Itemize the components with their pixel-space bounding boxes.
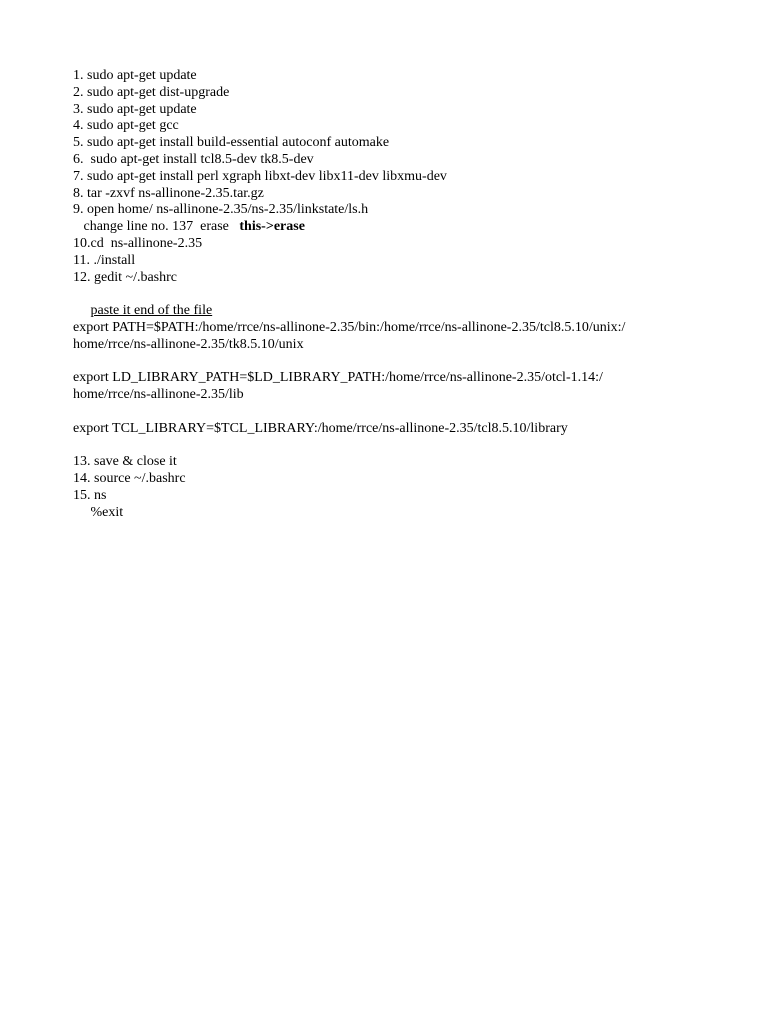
blank-line [73, 438, 713, 455]
export-tcl-line: export TCL_LIBRARY=$TCL_LIBRARY:/home/rrce/ns-allinone-2.35/tcl8.5.10/library [73, 420, 568, 436]
exit-command: %exit [90, 504, 124, 520]
blank-line [73, 354, 713, 371]
step-10: 10.cd ns-allinone-2.35 [73, 235, 203, 251]
export-path-line-2: home/rrce/ns-allinone-2.35/tk8.5.10/unix [73, 336, 304, 352]
export-ld-line-2: home/rrce/ns-allinone-2.35/lib [73, 387, 244, 403]
step-9: 9. open home/ ns-allinone-2.35/ns-2.35/linkstate/ls.h [73, 202, 369, 218]
paste-note-line [73, 303, 713, 320]
step-2: 2. sudo apt-get dist-upgrade [73, 84, 230, 100]
step-15: 15. ns [73, 487, 107, 503]
change-note-bold: this->erase [239, 219, 305, 235]
change-note-text: change line no. 137 erase [73, 219, 240, 235]
document-body [73, 68, 713, 522]
step-1: 1. sudo apt-get update [73, 68, 197, 83]
blank-line [73, 286, 713, 303]
export-ld-line-1: export LD_LIBRARY_PATH=$LD_LIBRARY_PATH:/home/rrce/ns-allinone-2.35/otcl-1.14:/ [73, 370, 603, 386]
step-7: 7. sudo apt-get install perl xgraph libxt-dev libx11-dev libxmu-dev [73, 168, 447, 184]
exit-line [73, 505, 713, 522]
step-3: 3. sudo apt-get update [73, 101, 197, 117]
step-14: 14. source ~/.bashrc [73, 471, 186, 487]
step-6: 6. sudo apt-get install tcl8.5-dev tk8.5-dev [73, 151, 314, 167]
export-path-line-1: export PATH=$PATH:/home/rrce/ns-allinone-2.35/bin:/home/rrce/ns-allinone-2.35/tcl8.5.10/unix:/ [73, 319, 626, 335]
step-9-change-note [73, 219, 713, 236]
step-12: 12. gedit ~/.bashrc [73, 269, 177, 285]
step-4: 4. sudo apt-get gcc [73, 118, 179, 134]
step-11: 11. ./install [73, 252, 136, 268]
blank-line [73, 404, 713, 421]
paste-note: paste it end of the file [90, 303, 213, 319]
step-8: 8. tar -zxvf ns-allinone-2.35.tar.gz [73, 185, 264, 201]
step-13: 13. save & close it [73, 454, 177, 470]
step-5: 5. sudo apt-get install build-essential autoconf automake [73, 135, 390, 151]
